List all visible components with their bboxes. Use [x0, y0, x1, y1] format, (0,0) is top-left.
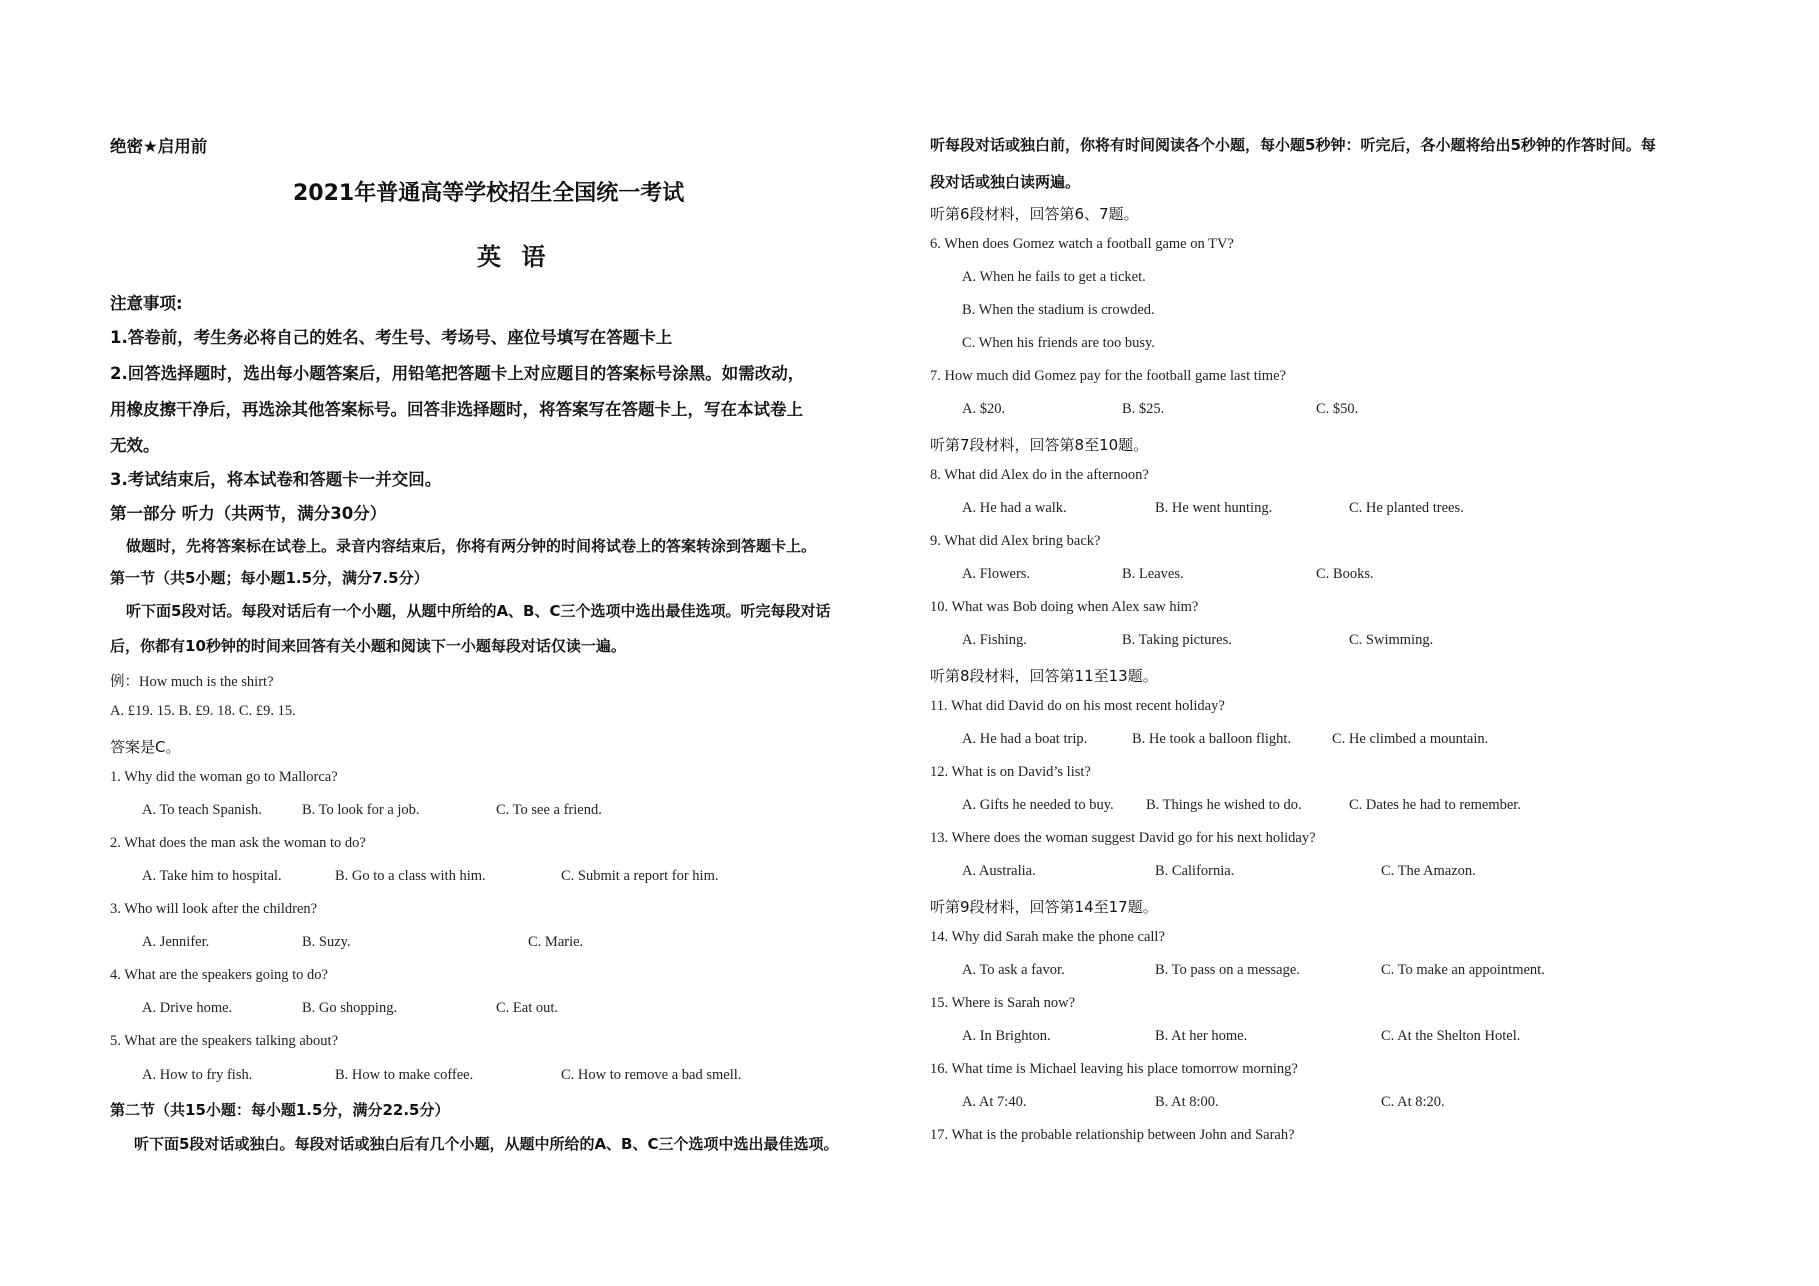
option-a: A. At 7:40.	[962, 1094, 1027, 1110]
question-1: 1. Why did the woman go to Mallorca?	[110, 769, 338, 785]
option-b: B. At 8:00.	[1155, 1094, 1219, 1110]
section1-heading: 第一节（共5小题；每小题1.5分，满分7.5分）	[110, 569, 429, 587]
part1-instruction: 做题时，先将答案标在试卷上。录音内容结束后，你将有两分钟的时间将试卷上的答案转涂到答题卡上。	[126, 537, 817, 555]
question-9: 9. What did Alex bring back?	[930, 533, 1101, 549]
question-14: 14. Why did Sarah make the phone call?	[930, 929, 1165, 945]
option-a: A. Australia.	[962, 863, 1036, 879]
option-c: C. To see a friend.	[496, 802, 602, 818]
option-c: C. How to remove a bad smell.	[561, 1067, 742, 1083]
option-a: A. He had a boat trip.	[962, 731, 1088, 747]
option-c: C. Books.	[1316, 566, 1374, 582]
option-c: C. $50.	[1316, 401, 1359, 417]
option-c: C. He climbed a mountain.	[1332, 731, 1489, 747]
question-3: 3. Who will look after the children?	[110, 901, 318, 917]
option-b: B. California.	[1155, 863, 1235, 879]
question-6-option-a: A. When he fails to get a ticket.	[962, 269, 1146, 285]
confidential-label: 绝密★启用前	[110, 137, 208, 156]
option-b: B. How to make coffee.	[335, 1067, 474, 1083]
notice-item-3: 3.考试结束后，将本试卷和答题卡一并交回。	[110, 470, 442, 489]
option-c: C. Eat out.	[496, 1000, 559, 1016]
question-11: 11. What did David do on his most recent holiday?	[930, 698, 1225, 714]
option-a: A. He had a walk.	[962, 500, 1067, 516]
option-b: B. $25.	[1122, 401, 1165, 417]
question-16: 16. What time is Michael leaving his place tomorrow morning?	[930, 1061, 1298, 1077]
option-c: C. To make an appointment.	[1381, 962, 1545, 978]
example-options: A. £19. 15. B. £9. 18. C. £9. 15.	[110, 703, 296, 719]
section2-instruction-line-2: 听每段对话或独白前，你将有时间阅读各个小题，每小题5秒钟：听完后，各小题将给出5秒钟的作答时间。每	[930, 136, 1656, 154]
section2-heading: 第二节（共15小题：每小题1.5分，满分22.5分）	[110, 1101, 450, 1119]
section2-instruction-line-3: 段对话或独白读两遍。	[930, 173, 1081, 191]
question-6-option-c: C. When his friends are too busy.	[962, 335, 1155, 351]
subject-title: 英 语	[477, 243, 552, 271]
option-c: C. He planted trees.	[1349, 500, 1464, 516]
option-a: A. How to fry fish.	[142, 1067, 253, 1083]
option-b: B. Go to a class with him.	[335, 868, 486, 884]
question-15: 15. Where is Sarah now?	[930, 995, 1076, 1011]
option-a: A. Gifts he needed to buy.	[962, 797, 1114, 813]
notice-item-1: 1.答卷前，考生务必将自己的姓名、考生号、考场号、座位号填写在答题卡上	[110, 328, 673, 347]
option-b: B. Go shopping.	[302, 1000, 398, 1016]
question-5: 5. What are the speakers talking about?	[110, 1033, 339, 1049]
option-b: B. Leaves.	[1122, 566, 1184, 582]
option-c: C. At 8:20.	[1381, 1094, 1445, 1110]
option-c: C. Swimming.	[1349, 632, 1434, 648]
notice-heading: 注意事项:	[110, 294, 183, 313]
question-13: 13. Where does the woman suggest David go for his next holiday?	[930, 830, 1316, 846]
option-b: B. Taking pictures.	[1122, 632, 1232, 648]
option-b: B. Things he wished to do.	[1146, 797, 1302, 813]
question-4: 4. What are the speakers going to do?	[110, 967, 328, 983]
option-b: B. To look for a job.	[302, 802, 420, 818]
option-b: B. Suzy.	[302, 934, 351, 950]
question-6-option-b: B. When the stadium is crowded.	[962, 302, 1155, 318]
example-question: 例：How much is the shirt?	[110, 674, 274, 690]
option-b: B. At her home.	[1155, 1028, 1248, 1044]
option-a: A. Flowers.	[962, 566, 1031, 582]
option-c: C. Submit a report for him.	[561, 868, 719, 884]
question-8: 8. What did Alex do in the afternoon?	[930, 467, 1149, 483]
question-6: 6. When does Gomez watch a football game on TV?	[930, 236, 1234, 252]
option-c: C. At the Shelton Hotel.	[1381, 1028, 1521, 1044]
notice-item-2-line-1: 2.回答选择题时，选出每小题答案后，用铅笔把答题卡上对应题目的答案标号涂黑。如需改动，	[110, 364, 805, 383]
section2-instruction-line-1: 听下面5段对话或独白。每段对话或独白后有几个小题，从题中所给的A、B、C三个选项中选出最佳选项。	[134, 1135, 839, 1153]
option-a: A. To teach Spanish.	[142, 802, 262, 818]
question-17: 17. What is the probable relationship between John and Sarah?	[930, 1127, 1295, 1143]
option-a: A. Fishing.	[962, 632, 1027, 648]
option-a: A. Jennifer.	[142, 934, 210, 950]
option-b: B. He went hunting.	[1155, 500, 1273, 516]
question-7: 7. How much did Gomez pay for the football game last time?	[930, 368, 1286, 384]
option-c: C. Marie.	[528, 934, 584, 950]
part1-heading: 第一部分 听力（共两节，满分30分）	[110, 504, 387, 523]
question-10: 10. What was Bob doing when Alex saw him?	[930, 599, 1199, 615]
question-2: 2. What does the man ask the woman to do?	[110, 835, 366, 851]
example-answer: 答案是C。	[110, 738, 181, 756]
option-a: A. In Brighton.	[962, 1028, 1051, 1044]
group-9-heading: 听第9段材料，回答第14至17题。	[930, 898, 1158, 916]
option-b: B. To pass on a message.	[1155, 962, 1300, 978]
group-7-heading: 听第7段材料，回答第8至10题。	[930, 436, 1149, 454]
option-a: A. $20.	[962, 401, 1006, 417]
option-c: C. The Amazon.	[1381, 863, 1476, 879]
group-8-heading: 听第8段材料，回答第11至13题。	[930, 667, 1158, 685]
group-6-heading: 听第6段材料，回答第6、7题。	[930, 205, 1139, 223]
option-a: A. Take him to hospital.	[142, 868, 282, 884]
exam-title: 2021年普通高等学校招生全国统一考试	[293, 181, 685, 206]
section1-instruction-line-1: 听下面5段对话。每段对话后有一个小题，从题中所给的A、B、C三个选项中选出最佳选项。听完每段对话	[126, 602, 831, 620]
option-a: A. To ask a favor.	[962, 962, 1065, 978]
notice-item-2-line-2: 用橡皮擦干净后，再选涂其他答案标号。回答非选择题时，将答案写在答题卡上，写在本试卷上	[110, 400, 803, 419]
option-b: B. He took a balloon flight.	[1132, 731, 1292, 747]
question-12: 12. What is on David’s list?	[930, 764, 1091, 780]
section1-instruction-line-2: 后，你都有10秒钟的时间来回答有关小题和阅读下一小题每段对话仅读一遍。	[110, 637, 626, 655]
option-c: C. Dates he had to remember.	[1349, 797, 1521, 813]
option-a: A. Drive home.	[142, 1000, 233, 1016]
notice-item-2-line-3: 无效。	[110, 436, 160, 455]
